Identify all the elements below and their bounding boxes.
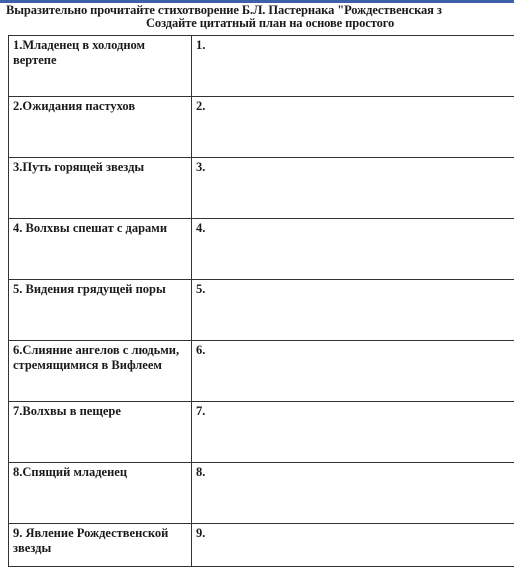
- plan-point-cell: 5. Видения грядущей поры: [9, 280, 192, 341]
- quote-cell[interactable]: 2.: [192, 97, 514, 158]
- assignment-header: [0, 3, 514, 33]
- table-row: [9, 341, 514, 402]
- assignment-line-2: Создайте цитатный план на основе простого: [146, 16, 394, 30]
- plan-point-cell: 8.Спящий младенец: [9, 463, 192, 524]
- assignment-line-1: Выразительно прочитайте стихотворение Б.Л. Пастернака "Рождественская з: [6, 3, 442, 17]
- plan-point-cell: 3.Путь горящей звезды: [9, 158, 192, 219]
- table-row: [9, 402, 514, 463]
- table-row: [9, 219, 514, 280]
- plan-point-cell: 7.Волхвы в пещере: [9, 402, 192, 463]
- table-row: [9, 97, 514, 158]
- plan-point-cell: 2.Ожидания пастухов: [9, 97, 192, 158]
- table-row: [9, 280, 514, 341]
- quote-cell[interactable]: 5.: [192, 280, 514, 341]
- plan-point-cell: 9. Явление Рождественской звезды: [9, 524, 192, 567]
- quote-cell[interactable]: 9.: [192, 524, 514, 567]
- quote-cell[interactable]: 4.: [192, 219, 514, 280]
- plan-point-cell: 6.Слияние ангелов с людьми, стремящимися в Вифлеем: [9, 341, 192, 402]
- table-row: [9, 36, 514, 97]
- quote-cell[interactable]: 1.: [192, 36, 514, 97]
- table-row: [9, 463, 514, 524]
- quote-cell[interactable]: 6.: [192, 341, 514, 402]
- quote-cell[interactable]: 3.: [192, 158, 514, 219]
- table-row: [9, 158, 514, 219]
- table-row: [9, 524, 514, 567]
- quote-cell[interactable]: 7.: [192, 402, 514, 463]
- plan-point-cell: 1.Младенец в холодном вертепе: [9, 36, 192, 97]
- quote-plan-table: [8, 35, 514, 567]
- plan-point-cell: 4. Волхвы спешат с дарами: [9, 219, 192, 280]
- quote-cell[interactable]: 8.: [192, 463, 514, 524]
